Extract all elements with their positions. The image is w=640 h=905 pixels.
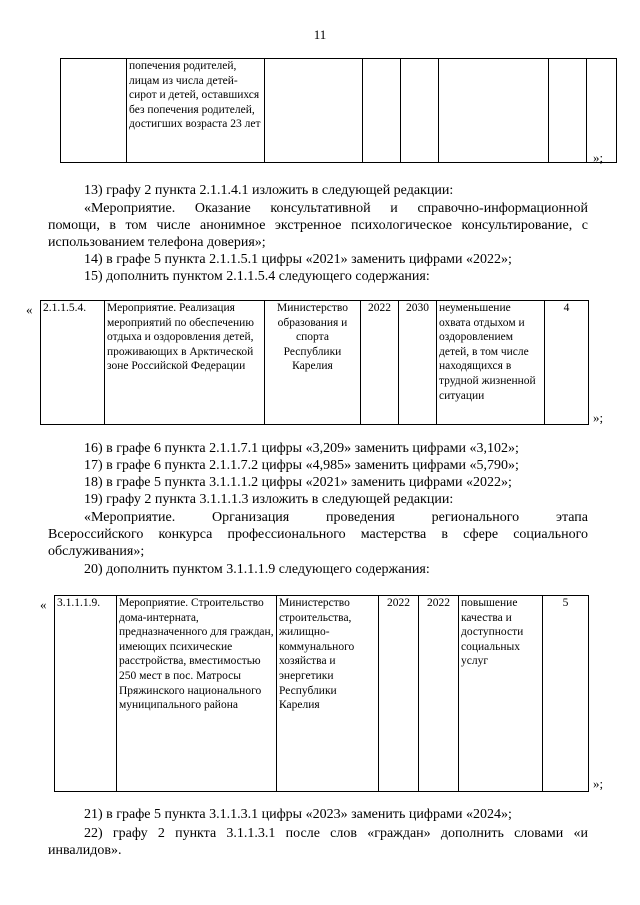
item-17: 17) в графе 6 пункта 2.1.1.7.2 цифры «4,985» заменить цифрами «5,790»; [84, 458, 519, 473]
item-14: 14) в графе 5 пункта 2.1.1.5.1 цифры «2021» заменить цифрами «2022»; [84, 252, 512, 267]
table2-cell-activity: Мероприятие. Реализация мероприятий по обеспечению отдыха и оздоровления детей, проживающих в Арктической зоне Российской Федерации [105, 301, 265, 425]
table1-cell-indicator [549, 59, 587, 163]
table3-cell-indicator: 5 [543, 596, 589, 792]
item-13-text-line-3: использованием телефона доверия»; [48, 235, 266, 250]
item-22-line-2: инвалидов». [48, 843, 122, 858]
table3-cell-executor: Министерство строительства, жилищно-коммунального хозяйства и энергетики Республики Карелия [277, 596, 379, 792]
item-19-text-line-3: обслуживания»; [48, 544, 145, 559]
item-13: 13) графу 2 пункта 2.1.1.4.1 изложить в следующей редакции: [84, 183, 454, 198]
table1-cell-executor [265, 59, 363, 163]
table2-cell-result: неуменьшение охвата отдыхом и оздоровлением детей, в том числе находящихся в трудной жизненной ситуации [437, 301, 545, 425]
item-13-text-line-2: помощи, в том числе анонимное экстренное психологическое консультирование, с [48, 218, 588, 233]
table2-cell-year-start: 2022 [361, 301, 399, 425]
item-13-text-line-1: «Мероприятие. Оказание консультативной и справочно-информационной [84, 201, 588, 216]
table2-cell-year-end: 2030 [399, 301, 437, 425]
table1-cell-year-start [363, 59, 401, 163]
table1-cell-result [439, 59, 549, 163]
table1-cell-number [61, 59, 127, 163]
item-18: 18) в графе 5 пункта 3.1.1.1.2 цифры «2021» заменить цифрами «2022»; [84, 475, 512, 490]
item-19-text-line-2: Всероссийского конкурса профессионального мастерства в сфере социального [48, 527, 588, 542]
table3-close-quote: »; [593, 776, 604, 791]
table3-cell-year-end: 2022 [419, 596, 459, 792]
table2-cell-executor: Министерство образования и спорта Республики Карелия [265, 301, 361, 425]
table2-cell-indicator: 4 [545, 301, 589, 425]
item-15: 15) дополнить пунктом 2.1.1.5.4 следующего содержания: [84, 269, 430, 284]
item-22-line-1: 22) графу 2 пункта 3.1.1.3.1 после слов «граждан» дополнить словами «и [84, 826, 588, 841]
table-3-1-1-1-9 [54, 595, 589, 792]
table-2-1-1-5-4 [40, 300, 589, 425]
table3-open-quote: « [40, 597, 47, 612]
table1-cell-activity: попечения родителей, лицам из числа детей-сирот и детей, оставшихся без попечения родителей, достигших возраста 23 лет [127, 59, 265, 163]
table3-cell-number: 3.1.1.1.9. [55, 596, 117, 792]
table-continuation [60, 58, 617, 163]
table3-cell-result: повышение качества и доступности социальных услуг [459, 596, 543, 792]
page-number: 11 [313, 27, 327, 42]
item-20: 20) дополнить пунктом 3.1.1.1.9 следующего содержания: [84, 562, 430, 577]
table2-open-quote: « [26, 302, 33, 317]
table1-cell-extra [587, 59, 617, 163]
item-21: 21) в графе 5 пункта 3.1.1.3.1 цифры «2023» заменить цифрами «2024»; [84, 807, 512, 822]
item-19: 19) графу 2 пункта 3.1.1.1.3 изложить в следующей редакции: [84, 492, 454, 507]
item-16: 16) в графе 6 пункта 2.1.1.7.1 цифры «3,209» заменить цифрами «3,102»; [84, 441, 519, 456]
table1-cell-year-end [401, 59, 439, 163]
table1-close-quote: »; [593, 150, 604, 165]
table2-cell-number: 2.1.1.5.4. [41, 301, 105, 425]
item-19-text-line-1: «Мероприятие. Организация проведения регионального этапа [84, 510, 588, 525]
table3-cell-year-start: 2022 [379, 596, 419, 792]
table2-close-quote: »; [593, 410, 604, 425]
table3-cell-activity: Мероприятие. Строительство дома-интерната, предназначенного для граждан, имеющих психические расстройства, вместимостью 250 мест в пос. Матросы Пряжинского национального муниципального района [117, 596, 277, 792]
